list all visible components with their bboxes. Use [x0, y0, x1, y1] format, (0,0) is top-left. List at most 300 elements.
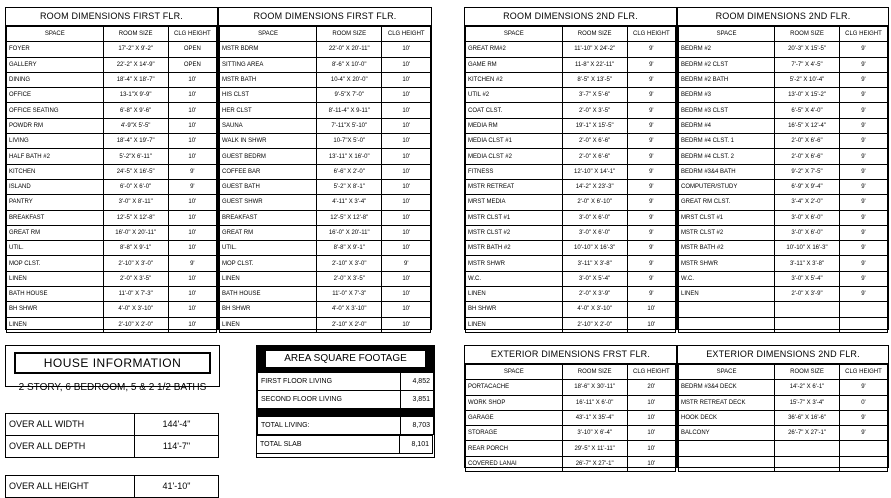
area-divider — [257, 409, 434, 416]
cell-room-size: 12'-5" X 12'-8" — [317, 210, 382, 225]
table-title: ROOM DIMENSIONS FIRST FLR. — [219, 8, 431, 26]
cell-room-size: 2'-0" X 6'-6" — [562, 149, 627, 164]
table-row — [466, 118, 676, 133]
cell-room-size: 6'-5" X 4'-0" — [775, 103, 840, 118]
cell-room-size: 3'-0" X 6'-0" — [775, 225, 840, 240]
table-title: EXTERIOR DIMENSIONS 2ND FLR. — [678, 346, 888, 364]
cell-space: BEDRM #2 — [679, 42, 775, 57]
cell-space: BEDRM #3&4 DECK — [679, 380, 775, 395]
table-row — [466, 441, 676, 456]
cell-clg-height: 10' — [382, 42, 431, 57]
cell-space: W.C. — [679, 271, 775, 286]
cell-clg-height: 10' — [168, 225, 216, 240]
cell-clg-height: 0' — [839, 395, 887, 410]
cell-clg-height: 10' — [168, 195, 216, 210]
cell-room-size: 3'-0" X 5'-4" — [562, 271, 627, 286]
header-room-size: ROOM SIZE — [562, 365, 627, 380]
cell-clg-height: 9' — [839, 103, 887, 118]
table-row — [7, 72, 217, 87]
table-row — [466, 103, 676, 118]
cell-space: MRST CLST #1 — [679, 210, 775, 225]
cell-clg-height: 9' — [839, 42, 887, 57]
cell-space: MSTR BATH #2 — [466, 241, 563, 256]
cell-clg-height: 10' — [382, 317, 431, 332]
cell-clg-height: 10' — [168, 72, 216, 87]
cell-space: MOP CLST. — [7, 256, 104, 271]
cell-clg-height: 9' — [627, 164, 675, 179]
table-row — [466, 72, 676, 87]
table-row — [7, 271, 217, 286]
second-floor-living-value: 3,851 — [401, 391, 434, 409]
cell-clg-height: OPEN — [168, 57, 216, 72]
table-row — [220, 118, 431, 133]
header-room-size: ROOM SIZE — [775, 27, 840, 42]
cell-space: MOP CLST. — [220, 256, 317, 271]
cell-room-size: 13'-0" X 15'-2" — [775, 88, 840, 103]
cell-room-size: 5'-2" X 10'-4" — [775, 72, 840, 87]
cell-clg-height: 10' — [627, 302, 675, 317]
cell-space: GREAT RM CLST. — [679, 195, 775, 210]
cell-clg-height: 10' — [382, 149, 431, 164]
dimension-table — [465, 26, 676, 333]
cell-room-size: 13-1"X 9'-9" — [103, 88, 168, 103]
cell-room-size: 18'-6" X 30'-11" — [562, 380, 627, 395]
cell-space: COFFEE BAR — [220, 164, 317, 179]
header-space: SPACE — [466, 27, 563, 42]
empty-cell — [679, 317, 775, 332]
dimension-table — [465, 364, 676, 472]
first-floor-living-value: 4,852 — [401, 373, 434, 391]
cell-space: MEDIA CLST #2 — [466, 149, 563, 164]
cell-clg-height: 9' — [839, 426, 887, 441]
cell-clg-height: 10' — [382, 57, 431, 72]
cell-room-size: 19'-1" X 15'-5" — [562, 118, 627, 133]
cell-room-size: 14'-2" X 6'-1" — [775, 380, 840, 395]
cell-space: COVERED LANAI — [466, 456, 563, 471]
cell-room-size: 6'-8" X 9'-6" — [103, 103, 168, 118]
cell-room-size: 4'-0" X 3'-10" — [317, 302, 382, 317]
cell-space: BATH HOUSE — [220, 287, 317, 302]
table-row — [466, 456, 676, 471]
cell-room-size: 29'-5" X 11'-11" — [562, 441, 627, 456]
cell-space: GREAT RM — [7, 225, 104, 240]
header-clg-height: CLG HEIGHT — [627, 27, 675, 42]
total-living-value: 8,703 — [401, 417, 434, 435]
empty-row — [679, 441, 888, 456]
cell-space: BEDRM #4 CLST. 1 — [679, 134, 775, 149]
cell-space: COAT CLST. — [466, 103, 563, 118]
cell-clg-height: 9' — [627, 271, 675, 286]
cell-space: KITCHEN — [7, 164, 104, 179]
table-title: ROOM DIMENSIONS FIRST FLR. — [6, 8, 217, 26]
cell-space: UTIL. — [7, 241, 104, 256]
table-row — [679, 134, 888, 149]
room-dimensions-second-floor-right — [677, 7, 889, 330]
cell-space: BH SHWR — [466, 302, 563, 317]
cell-room-size: 12'-5" X 12'-8" — [103, 210, 168, 225]
table-row — [220, 302, 431, 317]
dimension-table — [678, 26, 888, 333]
cell-room-size: 36'-6" X 16'-6" — [775, 410, 840, 425]
cell-room-size: 11'-0" X 7'-3" — [317, 287, 382, 302]
cell-clg-height: 9' — [168, 179, 216, 194]
cell-room-size: 13'-11" X 16'-0" — [317, 149, 382, 164]
cell-space: WALK IN SHWR — [220, 134, 317, 149]
table-row — [220, 256, 431, 271]
table-row — [466, 426, 676, 441]
cell-clg-height: 9' — [627, 241, 675, 256]
cell-room-size: 3'-0" X 8'-11" — [103, 195, 168, 210]
cell-room-size: 2'-0" X 3'-9" — [562, 287, 627, 302]
cell-space: LINEN — [220, 317, 317, 332]
cell-clg-height: 9' — [839, 256, 887, 271]
table-row — [220, 210, 431, 225]
area-title: AREA SQUARE FOOTAGE — [265, 350, 426, 368]
cell-space: BEDRM #3&4 BATH — [679, 164, 775, 179]
empty-cell — [679, 456, 775, 471]
cell-room-size: 16'-11" X 6'-0" — [562, 395, 627, 410]
table-row — [466, 410, 676, 425]
table-row — [7, 256, 217, 271]
cell-room-size: 18'-4" X 18'-7" — [103, 72, 168, 87]
overall-height — [5, 475, 219, 498]
cell-clg-height: 10' — [168, 287, 216, 302]
cell-space: BREAKFAST — [220, 210, 317, 225]
cell-clg-height: 10' — [382, 103, 431, 118]
cell-clg-height: 10' — [382, 195, 431, 210]
cell-clg-height: 9' — [839, 164, 887, 179]
cell-room-size: 11'-10" X 24'-2" — [562, 42, 627, 57]
overall-width-value: 144'-4" — [162, 419, 191, 429]
table-row — [7, 103, 217, 118]
cell-clg-height: 9' — [839, 225, 887, 240]
cell-room-size: 8'-8" X 9'-1" — [317, 241, 382, 256]
cell-room-size: 17'-2" X 9'-2" — [103, 42, 168, 57]
table-row — [679, 225, 888, 240]
table-row — [7, 195, 217, 210]
house-info-summary: 2 STORY, 6 BEDROOM, 5 & 2 1/2 BATHS — [18, 382, 207, 393]
cell-clg-height: 9' — [627, 149, 675, 164]
cell-space: OFFICE SEATING — [7, 103, 104, 118]
table-row — [466, 134, 676, 149]
header-space: SPACE — [7, 27, 104, 42]
cell-clg-height: 9' — [627, 103, 675, 118]
cell-space: HER CLST — [220, 103, 317, 118]
cell-space: PORTACACHE — [466, 380, 563, 395]
cell-room-size: 22'-0" X 20'-11" — [317, 42, 382, 57]
cell-room-size: 6'-0" X 6'-0" — [103, 179, 168, 194]
cell-room-size: 4'-9"X 5'-5" — [103, 118, 168, 133]
empty-cell — [839, 456, 887, 471]
cell-space: LINEN — [466, 317, 563, 332]
table-row — [679, 410, 888, 425]
table-row — [220, 271, 431, 286]
cell-space: GARAGE — [466, 410, 563, 425]
cell-clg-height: 10' — [168, 149, 216, 164]
overall-width-label: OVER ALL WIDTH — [6, 414, 135, 435]
cell-clg-height: 10' — [627, 456, 675, 471]
cell-clg-height: 9' — [839, 179, 887, 194]
cell-clg-height: 9' — [839, 57, 887, 72]
table-row — [7, 118, 217, 133]
cell-clg-height: 9' — [839, 134, 887, 149]
header-space: SPACE — [220, 27, 317, 42]
cell-room-size: 8'-11-4" X 9-11" — [317, 103, 382, 118]
cell-room-size: 2'-0" X 3'-5" — [317, 271, 382, 286]
cell-space: WORK SHOP — [466, 395, 563, 410]
exterior-dimensions-first-floor — [464, 345, 677, 468]
cell-clg-height: 10' — [382, 118, 431, 133]
cell-space: HIS CLST — [220, 88, 317, 103]
table-row — [679, 149, 888, 164]
cell-room-size: 16'-0" X 20'-11" — [317, 225, 382, 240]
cell-clg-height: 10' — [168, 134, 216, 149]
cell-room-size: 3'-0" X 6'-0" — [562, 210, 627, 225]
cell-space: GALLERY — [7, 57, 104, 72]
cell-clg-height: 9' — [627, 134, 675, 149]
table-header-row — [679, 27, 888, 42]
table-row — [679, 287, 888, 302]
dimension-table — [6, 26, 217, 333]
cell-space: UTIL #2 — [466, 88, 563, 103]
cell-room-size: 3'-11" X 3'-8" — [562, 256, 627, 271]
house-info-panel — [5, 345, 220, 393]
table-row — [679, 256, 888, 271]
cell-room-size: 2'-10" X 2'-0" — [562, 317, 627, 332]
table-row — [7, 241, 217, 256]
cell-clg-height: 9' — [627, 256, 675, 271]
cell-room-size: 2'-0" X 6'-10" — [562, 195, 627, 210]
cell-room-size: 3'-0" X 6'-0" — [775, 210, 840, 225]
cell-space: MSTR BATH #2 — [679, 241, 775, 256]
table-row — [679, 88, 888, 103]
table-header-row — [466, 365, 676, 380]
cell-clg-height: 9' — [168, 164, 216, 179]
cell-room-size: 3'-0" X 6'-0" — [562, 225, 627, 240]
cell-space: BEDRM #3 CLST — [679, 103, 775, 118]
cell-clg-height: 9' — [839, 88, 887, 103]
cell-clg-height: 10' — [168, 210, 216, 225]
cell-room-size: 3'-11" X 3'-8" — [775, 256, 840, 271]
cell-space: MSTR SHWR — [466, 256, 563, 271]
cell-room-size: 4'-0" X 3'-10" — [562, 302, 627, 317]
table-row — [466, 57, 676, 72]
cell-room-size: 9'-2" X 7'-5" — [775, 164, 840, 179]
cell-space: FOYER — [7, 42, 104, 57]
cell-room-size: 2'-0" X 6'-6" — [775, 134, 840, 149]
empty-row — [679, 456, 888, 471]
cell-space: COMPUTER/STUDY — [679, 179, 775, 194]
table-row — [7, 88, 217, 103]
cell-clg-height: 9' — [839, 210, 887, 225]
cell-space: HOOK DECK — [679, 410, 775, 425]
cell-room-size: 2'-10" X 2'-0" — [103, 317, 168, 332]
table-row — [220, 179, 431, 194]
table-row — [7, 134, 217, 149]
cell-room-size: 12'-10" X 14'-1" — [562, 164, 627, 179]
cell-clg-height: 10' — [168, 317, 216, 332]
cell-room-size: 24'-5" X 16'-5" — [103, 164, 168, 179]
cell-space: ISLAND — [7, 179, 104, 194]
cell-room-size: 43'-1" X 35'-4" — [562, 410, 627, 425]
empty-cell — [775, 441, 840, 456]
cell-room-size: 2'-10" X 3'-0" — [317, 256, 382, 271]
table-row — [7, 287, 217, 302]
table-row — [220, 241, 431, 256]
overall-height-label: OVER ALL HEIGHT — [6, 476, 135, 497]
cell-room-size: 2'-0" X 6'-6" — [562, 134, 627, 149]
cell-space: LINEN — [466, 287, 563, 302]
table-row — [7, 317, 217, 332]
cell-space: BEDRM #2 CLST — [679, 57, 775, 72]
cell-space: LINEN — [679, 287, 775, 302]
cell-space: BEDRM #3 — [679, 88, 775, 103]
cell-clg-height: 9' — [839, 118, 887, 133]
table-row — [466, 225, 676, 240]
header-clg-height: CLG HEIGHT — [382, 27, 431, 42]
table-header-row — [679, 365, 888, 380]
table-header-row — [7, 27, 217, 42]
cell-space: MSTR CLST #2 — [466, 225, 563, 240]
cell-room-size: 16'-5" X 12'-4" — [775, 118, 840, 133]
cell-clg-height: 9' — [627, 57, 675, 72]
cell-room-size: 7'-11"X 5'-10" — [317, 118, 382, 133]
cell-space: PANTRY — [7, 195, 104, 210]
table-row — [220, 57, 431, 72]
cell-room-size: 2'-0" X 3'-9" — [775, 287, 840, 302]
table-row — [466, 256, 676, 271]
cell-clg-height: 9' — [839, 271, 887, 286]
cell-space: MRST MEDIA — [466, 195, 563, 210]
cell-clg-height: 9' — [382, 256, 431, 271]
cell-room-size: 6'-6" X 2'-0" — [317, 164, 382, 179]
table-row — [220, 317, 431, 332]
overall-height-value: 41'-10" — [162, 481, 191, 491]
cell-space: GAME RM — [466, 57, 563, 72]
table-header-row — [466, 27, 676, 42]
overall-depth-label: OVER ALL DEPTH — [6, 436, 135, 457]
cell-room-size: 2'-0" X 6'-6" — [775, 149, 840, 164]
table-row — [466, 179, 676, 194]
empty-cell — [839, 302, 887, 317]
empty-row — [679, 302, 888, 317]
cell-space: MSTR CLST #2 — [679, 225, 775, 240]
header-space: SPACE — [679, 27, 775, 42]
cell-space: KITCHEN #2 — [466, 72, 563, 87]
cell-clg-height: 10' — [382, 287, 431, 302]
cell-space: MSTR BATH — [220, 72, 317, 87]
cell-clg-height: 10' — [382, 134, 431, 149]
cell-room-size: 14'-2" X 23'-3" — [562, 179, 627, 194]
cell-clg-height: 10' — [627, 395, 675, 410]
cell-room-size: 4'-11" X 3'-4" — [317, 195, 382, 210]
cell-space: W.C. — [466, 271, 563, 286]
cell-clg-height: 10' — [382, 72, 431, 87]
table-row — [220, 195, 431, 210]
cell-space: MSTR SHWR — [679, 256, 775, 271]
cell-space: MSTR RETREAT DECK — [679, 395, 775, 410]
cell-room-size: 5'-2" X 8'-1" — [317, 179, 382, 194]
cell-clg-height: 9' — [627, 179, 675, 194]
table-row — [679, 179, 888, 194]
table-row — [466, 42, 676, 57]
table-row — [220, 103, 431, 118]
header-room-size: ROOM SIZE — [562, 27, 627, 42]
header-room-size: ROOM SIZE — [317, 27, 382, 42]
first-floor-living-label: FIRST FLOOR LIVING — [258, 373, 401, 391]
table-row — [466, 317, 676, 332]
cell-clg-height: 9' — [839, 380, 887, 395]
table-row — [7, 149, 217, 164]
room-dimensions-first-floor-left — [5, 7, 218, 330]
cell-room-size: 16'-0" X 20'-11" — [103, 225, 168, 240]
total-living-label: TOTAL LIVING: — [258, 417, 401, 435]
table-row — [7, 179, 217, 194]
cell-space: GUEST BATH — [220, 179, 317, 194]
header-room-size: ROOM SIZE — [103, 27, 168, 42]
cell-space: STORAGE — [466, 426, 563, 441]
cell-clg-height: 10' — [382, 225, 431, 240]
cell-room-size: 3'-7" X 5'-6" — [562, 88, 627, 103]
overall-depth-value: 114'-7" — [162, 441, 191, 451]
table-row — [220, 225, 431, 240]
table-row — [679, 241, 888, 256]
empty-cell — [775, 456, 840, 471]
cell-clg-height: 9' — [839, 149, 887, 164]
table-header-row — [220, 27, 431, 42]
table-row — [7, 42, 217, 57]
cell-room-size: 10'-10" X 16'-3" — [562, 241, 627, 256]
cell-clg-height: 20' — [627, 380, 675, 395]
empty-cell — [679, 441, 775, 456]
table-row — [679, 42, 888, 57]
cell-clg-height: 10' — [382, 210, 431, 225]
cell-clg-height: 9' — [839, 410, 887, 425]
table-row — [679, 271, 888, 286]
cell-space: BEDRM #4 — [679, 118, 775, 133]
cell-space: POWDR RM — [7, 118, 104, 133]
cell-room-size: 11'-0" X 7'-3" — [103, 287, 168, 302]
dimension-table — [678, 364, 888, 472]
table-row — [7, 302, 217, 317]
empty-cell — [839, 441, 887, 456]
table-row — [466, 195, 676, 210]
cell-space: LINEN — [220, 271, 317, 286]
cell-clg-height: 9' — [627, 88, 675, 103]
table-row — [679, 103, 888, 118]
empty-cell — [775, 317, 840, 332]
cell-clg-height: 9' — [839, 72, 887, 87]
table-row — [679, 195, 888, 210]
overall-dimensions — [5, 413, 219, 458]
cell-space: LIVING — [7, 134, 104, 149]
table-row — [466, 302, 676, 317]
cell-space: OFFICE — [7, 88, 104, 103]
table-row — [466, 287, 676, 302]
table-row — [7, 210, 217, 225]
cell-space: GREAT RM — [220, 225, 317, 240]
cell-room-size: 5'-2"X 6'-11" — [103, 149, 168, 164]
table-title: EXTERIOR DIMENSIONS FRST FLR. — [465, 346, 676, 364]
cell-space: BALCONY — [679, 426, 775, 441]
cell-space: FITNESS — [466, 164, 563, 179]
cell-space: SITTING AREA — [220, 57, 317, 72]
header-clg-height: CLG HEIGHT — [627, 365, 675, 380]
cell-space: MEDIA RM — [466, 118, 563, 133]
cell-clg-height: 10' — [382, 302, 431, 317]
cell-space: BH SHWR — [220, 302, 317, 317]
table-row — [466, 210, 676, 225]
